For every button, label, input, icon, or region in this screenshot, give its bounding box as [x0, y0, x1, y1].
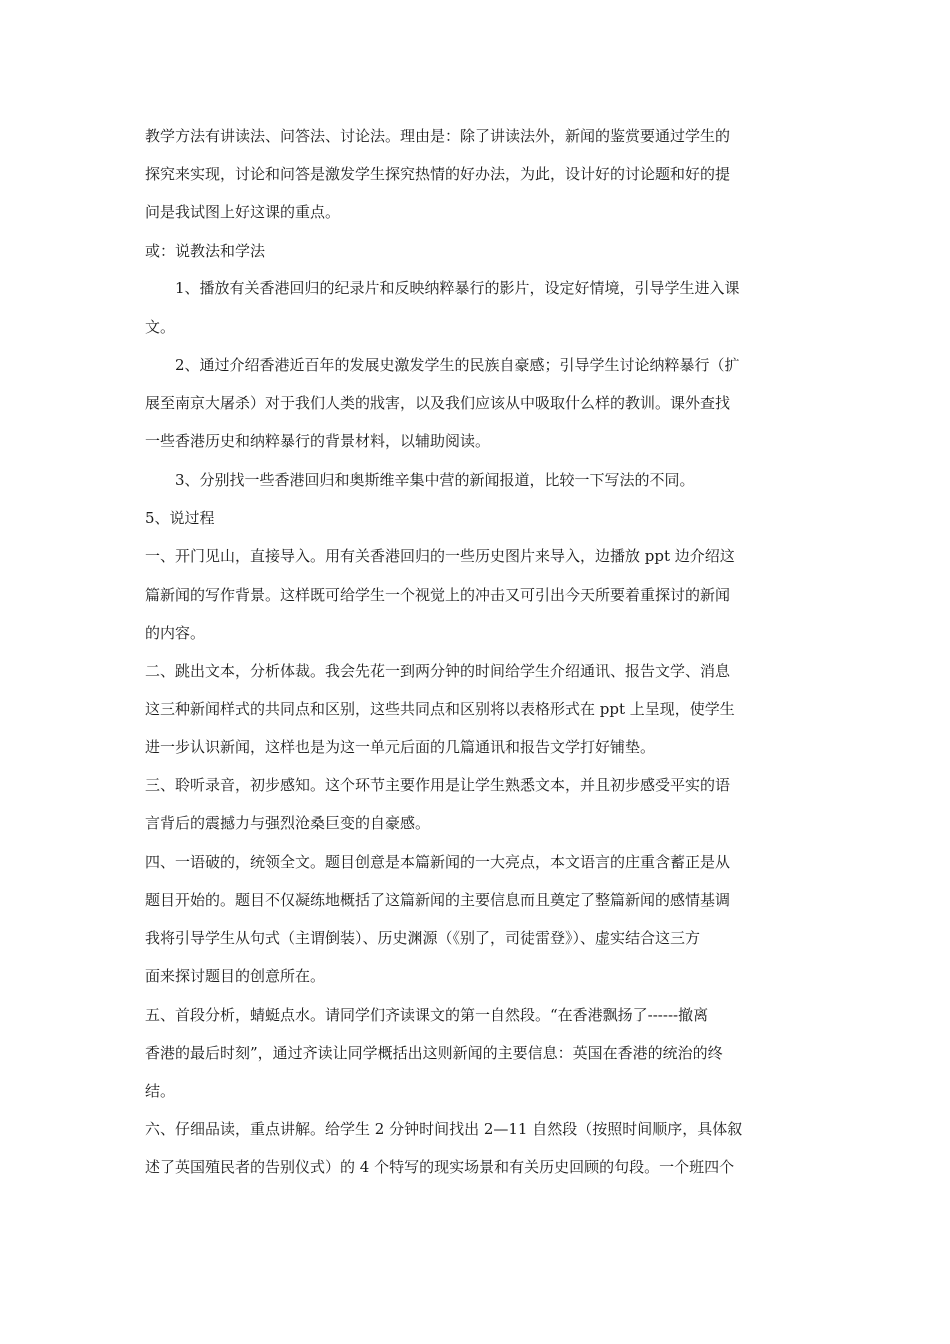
text-line: 五、首段分析，蜻蜓点水。请同学们齐读课文的第一自然段。“在香港飘扬了------撤离 [145, 1006, 709, 1024]
text-line: 或：说教法和学法 [145, 242, 266, 260]
text-line: 这三种新闻样式的共同点和区别，这些共同点和区别将以表格形式在 ppt 上呈现，使学生 [145, 700, 735, 718]
text-line: 教学方法有讲读法、问答法、讨论法。理由是：除了讲读法外，新闻的鉴赏要通过学生的 [145, 127, 731, 145]
text-line: 篇新闻的写作背景。这样既可给学生一个视觉上的冲击又可引出今天所要着重探讨的新闻 [145, 586, 731, 604]
text-line: 2、通过介绍香港近百年的发展史激发学生的民族自豪感；引导学生讨论纳粹暴行（扩 [175, 356, 740, 374]
text-line: 3、分别找一些香港回归和奥斯维辛集中营的新闻报道，比较一下写法的不同。 [175, 471, 695, 489]
text-line: 进一步认识新闻，这样也是为这一单元后面的几篇通讯和报告文学打好铺垫。 [145, 738, 656, 756]
text-line: 问是我试图上好这课的重点。 [145, 203, 341, 221]
text-line: 六、仔细品读，重点讲解。给学生 2 分钟时间找出 2—11 自然段（按照时间顺序，具体叙 [145, 1120, 743, 1138]
text-line: 言背后的震撼力与强烈沧桑巨变的自豪感。 [145, 814, 431, 832]
text-line: 二、跳出文本，分析体裁。我会先花一到两分钟的时间给学生介绍通讯、报告文学、消息 [145, 662, 731, 680]
text-line: 面来探讨题目的创意所在。 [145, 967, 326, 985]
text-line: 文。 [145, 318, 176, 336]
text-line: 三、聆听录音，初步感知。这个环节主要作用是让学生熟悉文本，并且初步感受平实的语 [145, 776, 731, 794]
text-line: 结。 [145, 1082, 176, 1100]
text-line: 一些香港历史和纳粹暴行的背景材料，以辅助阅读。 [145, 432, 491, 450]
text-line: 香港的最后时刻”，通过齐读让同学概括出这则新闻的主要信息：英国在香港的统治的终 [145, 1044, 723, 1062]
text-line: 展至南京大屠杀）对于我们人类的戕害，以及我们应该从中吸取什么样的教训。课外查找 [145, 394, 731, 412]
text-line: 一、开门见山，直接导入。用有关香港回归的一些历史图片来导入，边播放 ppt 边介绍这 [145, 547, 735, 565]
text-line: 四、一语破的，统领全文。题目创意是本篇新闻的一大亮点，本文语言的庄重含蓄正是从 [145, 853, 731, 871]
text-line: 探究来实现，讨论和问答是激发学生探究热情的好办法，为此，设计好的讨论题和好的提 [145, 165, 731, 183]
text-line: 题目开始的。题目不仅凝练地概括了这篇新闻的主要信息而且奠定了整篇新闻的感情基调 [145, 891, 731, 909]
text-line: 我将引导学生从句式（主谓倒装）、历史渊源（《别了，司徒雷登》）、虚实结合这三方 [145, 929, 701, 947]
text-line: 的内容。 [145, 624, 206, 642]
text-line: 5、说过程 [145, 509, 215, 527]
text-line: 1、播放有关香港回归的纪录片和反映纳粹暴行的影片，设定好情境，引导学生进入课 [175, 279, 740, 297]
text-line: 述了英国殖民者的告别仪式）的 4 个特写的现实场景和有关历史回顾的句段。一个班四个 [145, 1158, 735, 1176]
